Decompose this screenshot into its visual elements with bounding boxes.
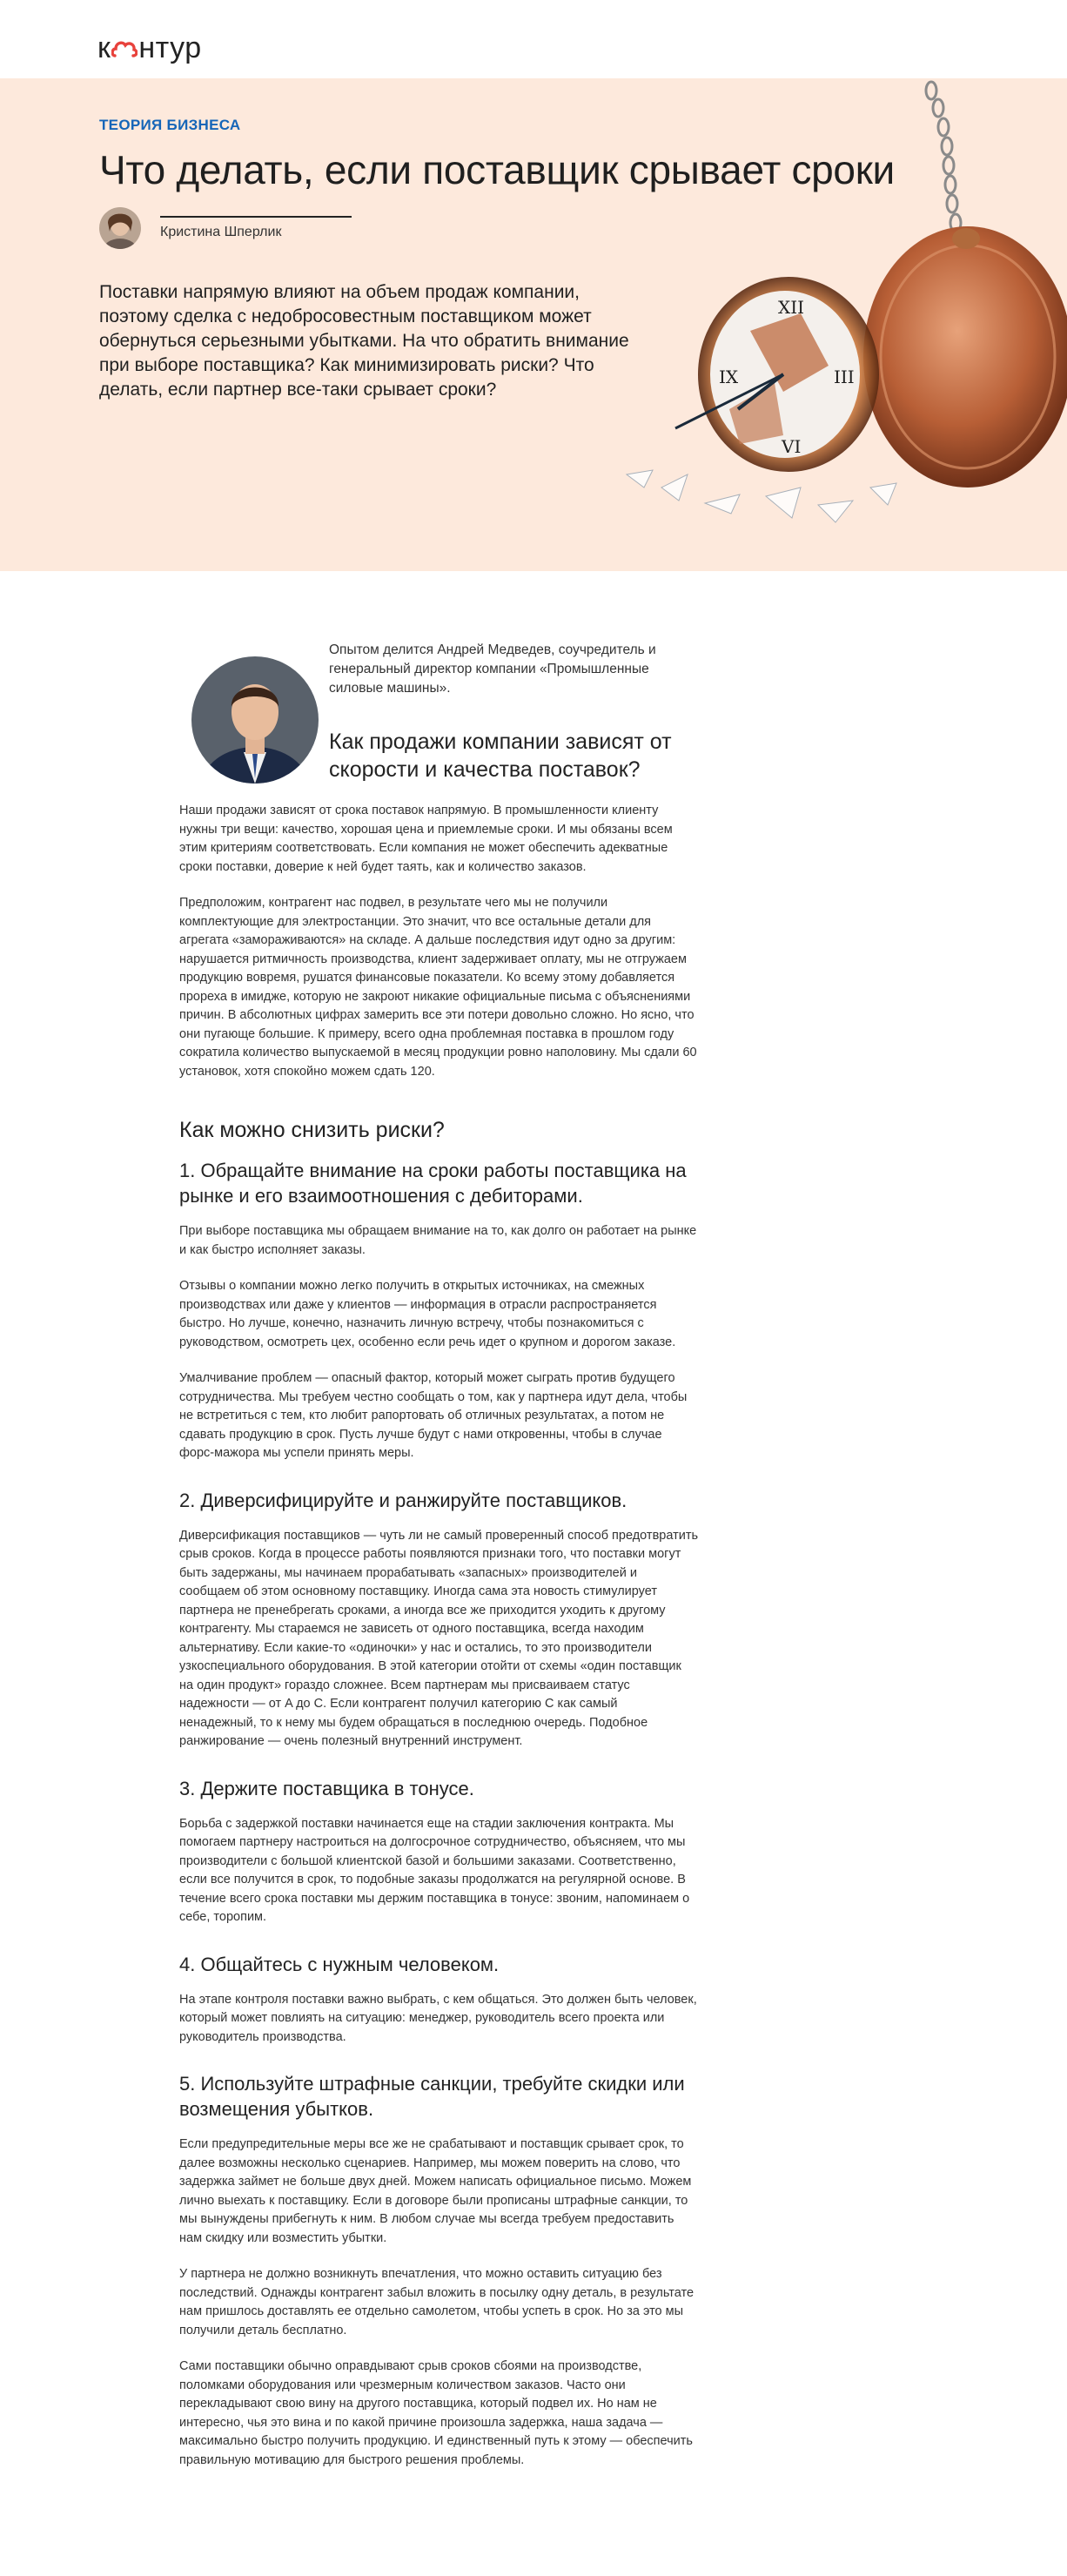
svg-text:XII: XII (778, 297, 805, 318)
cloud-logo-icon (111, 38, 138, 59)
author-block (99, 205, 281, 251)
paragraph: При выборе поставщика мы обращаем внимание на то, как долго он работает на рынке и как быстро исполняет заказы. (179, 1224, 697, 1257)
paragraph: На этапе контроля поставки важно выбрать, с кем общаться. Это должен быть человек, который может повлиять на ситуацию: менеджер, руководитель всего проекта или руководитель производства. (179, 1992, 697, 2044)
paragraph: Наши продажи зависят от срока поставок напрямую. В промышленности клиенту нужны три вещи: качество, хорошая цена и приемлемые сроки. И мы обязаны всем этим критериям соответствовать. Если компания не может обеспечить адекватные сроки поставки, доверие к ней будет таять, как и количество заказов. (179, 804, 673, 874)
site-header (0, 0, 1067, 78)
subheading-3: 3. Держите поставщика в тонусе. (179, 1777, 474, 1799)
article-body (179, 571, 698, 2487)
subheading-1: 1. Обращайте внимание на сроки работы поставщика на рынке и его взаимоотношения с дебиторами. (179, 1160, 687, 1207)
paragraph: У партнера не должно возникнуть впечатления, что можно оставить ситуацию без последствий. Однажды контрагент забыл вложить в посылку одну деталь, в результате нам пришлось доставлять ее отдельно самолетом, чтобы успеть в срок. Но за это мы получили деталь бесплатно. (179, 2267, 695, 2337)
paragraph: Диверсификация поставщиков — чуть ли не самый проверенный способ предотвратить срыв сроков. Когда в процессе работы появляются признаки того, что поставки могут быть задержаны, мы начинаем прорабатывать «запасных» производителей и сообщаем об этом основному поставщику. Иногда сама эта новость стимулирует партнера не пренебрегать сроками, а иногда все же приходится уходить к другому контрагенту. Мы стараемся не зависеть от одного поставщика, всегда находим альтернативу. Если какие-то «одиночки» у нас и остались, то это производители узкоспециального оборудования. В этой категории отойти от схемы «один поставщик на один продукт» гораздо сложнее. Всем партнерам мы присваиваем статус надежности — от A до C. Если контрагент получил категорию C как самый ненадежный, то к нему мы будем обращаться в последнюю очередь. Подобное ранжирование — очень полезный внутренний инструмент. (179, 1528, 699, 1748)
intro-heading: Как продажи компании зависят от скорости и качества поставок? (329, 730, 672, 782)
paragraph: Борьба с задержкой поставки начинается еще на стадии заключения контракта. Мы помогаем партнеру настроиться на долгосрочное сотрудничество, объясняем, что мы производители с большой клиентской базой и большими заказами. Соответственно, если все получится в срок, то подобные заказы продолжатся на регулярной основе. В течение всего срока поставки мы держим поставщика в тонусе: звоним, напоминаем о себе, торопим. (179, 1816, 690, 1924)
paragraph: Если предупредительные меры все же не срабатывают и поставщик срывает срок, то далее возможны несколько сценариев. Например, мы можем поверить на слово, что задержка займет не больше двух дней. Можем написать официальное письмо. Можем лично выехать к поставщику. Если в договоре были прописаны штрафные санкции, то мы вынуждены прибегнуть к ним. В любом случае мы всегда требуем предоставить нам скидку или возместить убытки. (179, 2137, 692, 2245)
kontur-logo[interactable] (97, 31, 202, 65)
article-lead: Поставки напрямую влияют на объем продаж компании, поэтому сделка с недобросовестным поставщиком может обернуться серьезными убытками. На что обратить внимание при выборе поставщика? Как минимизировать риски? Что делать, если партнер все-таки срывает сроки? (99, 282, 629, 400)
expert-intro (179, 571, 698, 802)
subheading-5: 5. Используйте штрафные санкции, требуйте скидки или возмещения убытков. (179, 2073, 685, 2120)
subheading-4: 4. Общайтесь с нужным человеком. (179, 1953, 500, 1975)
paragraph: Отзывы о компании можно легко получить в открытых источниках, на смежных производствах или даже у клиентов — информация в отрасли распространяется быстро. Но лучше, конечно, назначить личную встречу, чтобы познакомиться с руководством, осмотреть цех, особенно если речь идет о крупном и дорогом заказе. (179, 1279, 676, 1349)
svg-text:IX: IX (719, 367, 739, 387)
logo-text-end: нтур (138, 31, 202, 64)
logo-text-start: к (97, 31, 111, 64)
author-divider (160, 216, 352, 218)
author-name-link[interactable]: Кристина Шперлик (160, 225, 282, 239)
expert-photo (191, 656, 319, 784)
section-heading-risks: Как можно снизить риски? (179, 1118, 445, 1142)
svg-text:VI: VI (782, 436, 802, 457)
rubric-link[interactable]: ТЕОРИЯ БИЗНЕСА (99, 117, 241, 133)
paragraph: Предположим, контрагент нас подвел, в результате чего мы не получили комплектующие для электростанции. Это значит, что все остальные детали для агрегата «замораживаются» на складе. А дальше последствия идут одно за другим: нарушается ритмичность производства, клиент задерживает оплату, мы не отгружаем продукцию вовремя, рушатся финансовые показатели. Ко всему этому добавляется прореха в имидже, которую не закроют никакие официальные письма с объяснениями причин. В абсолютных цифрах замерить все эти потери довольно сложно. Но ясно, что они пугающе большие. К примеру, всего одна проблемная поставка в прошлом году сократила количество выпускаемой в месяц продукции ровно наполовину. Мы сдали 60 установок, хотя спокойно можем сдать 120. (179, 896, 697, 1079)
subheading-2: 2. Диверсифицируйте и ранжируйте поставщиков. (179, 1489, 627, 1511)
article-hero (0, 78, 1067, 571)
article-title: Что делать, если поставщик срывает сроки (99, 147, 895, 192)
paragraph: Сами поставщики обычно оправдывают срыв сроков сбоями на производстве, поломками оборудования или чрезмерным количеством заказов. Часто они перекладывают свою вину на другого поставщика, который подвел их. Но нам не интересно, чья это вина и по какой причине произошла задержка, наша задача — максимально быстро получить продукцию. И единственный путь к этому — обеспечить правильную мотивацию для быстрого решения проблемы. (179, 2359, 693, 2467)
svg-text:III: III (834, 367, 855, 387)
author-avatar (99, 207, 141, 249)
expert-intro-text: Опытом делится Андрей Медведев, соучредитель и генеральный директор компании «Промышленные силовые машины». (329, 642, 656, 696)
paragraph: Умалчивание проблем — опасный фактор, который может сыграть против будущего сотрудничества. Мы требуем честно сообщать о том, как у партнера идут дела, чтобы не встретиться с тем, кто любит рапортовать об отличных результатах, а потом не сдавать продукцию в срок. Пусть лучше будут с нами откровенны, чтобы в случае форс-мажора мы успели принять меры. (179, 1371, 688, 1460)
